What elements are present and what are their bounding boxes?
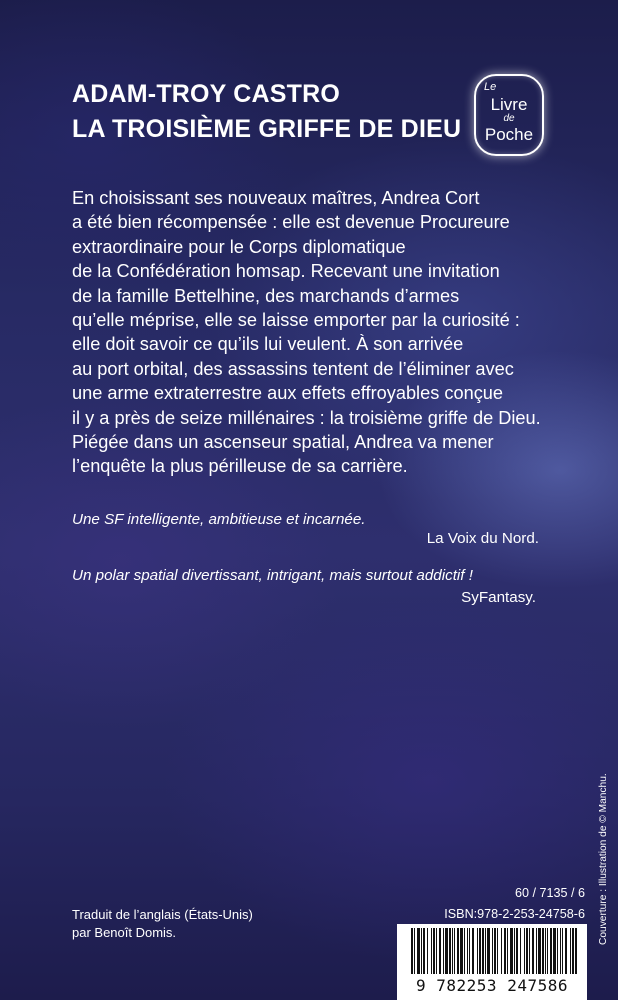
review-quote: Une SF intelligente, ambitieuse et incarnée. xyxy=(72,511,366,528)
synopsis-line: extraordinaire pour le Corps diplomatique xyxy=(72,236,406,257)
barcode-digits: 9 782253 247586 xyxy=(397,974,587,995)
book-title: LA TROISIÈME GRIFFE DE DIEU xyxy=(72,115,462,143)
synopsis-line: elle doit savoir ce qu’ils lui veulent. À son arrivée xyxy=(72,334,464,355)
synopsis-line: de la famille Bettelhine, des marchands d’armes xyxy=(72,285,460,306)
synopsis-line: qu’elle méprise, elle se laisse emporter par la curiosité : xyxy=(72,310,520,331)
barcode xyxy=(397,924,587,1000)
synopsis-line: une arme extraterrestre aux effets effroyables conçue xyxy=(72,383,504,404)
synopsis-line: En choisissant ses nouveaux maîtres, Andrea Cort xyxy=(72,188,480,208)
catalog-number: 60 / 7135 / 6 xyxy=(514,886,585,900)
catalog-codes xyxy=(444,883,585,925)
synopsis-line: l’enquête la plus périlleuse de sa carrière. xyxy=(72,456,408,477)
author-name: ADAM-TROY CASTRO xyxy=(72,80,341,108)
synopsis xyxy=(72,186,541,479)
publisher-logo xyxy=(474,74,544,156)
review-source: SyFantasy. xyxy=(461,589,536,606)
publisher-logo-le: Le xyxy=(484,81,497,93)
synopsis-line: de la Confédération homsap. Recevant une invitation xyxy=(72,261,500,282)
illustration-credit-text: Couverture : Illustration de © Manchu. xyxy=(598,773,609,945)
publisher-logo-poche: Poche xyxy=(484,125,534,144)
publisher-logo-de: de xyxy=(503,113,515,124)
synopsis-line: a été bien récompensée : elle est devenue Procureure xyxy=(72,212,510,233)
translation-credit xyxy=(72,906,253,942)
synopsis-line: Piégée dans un ascenseur spatial, Andrea va mener xyxy=(72,432,494,453)
publisher-logo-livre: Livre xyxy=(490,95,528,114)
synopsis-line: au port orbital, des assassins tentent de l’éliminer avec xyxy=(72,358,514,379)
translator-line: par Benoît Domis. xyxy=(72,925,177,940)
isbn: ISBN:978-2-253-24758-6 xyxy=(444,907,585,921)
translation-line: Traduit de l’anglais (États-Unis) xyxy=(72,907,253,922)
review-source: La Voix du Nord. xyxy=(426,530,539,547)
illustration-credit xyxy=(591,773,609,945)
review-quote: Un polar spatial divertissant, intrigant, mais surtout addictif ! xyxy=(72,567,473,584)
synopsis-line: il y a près de seize millénaires : la troisième griffe de Dieu. xyxy=(72,407,541,428)
